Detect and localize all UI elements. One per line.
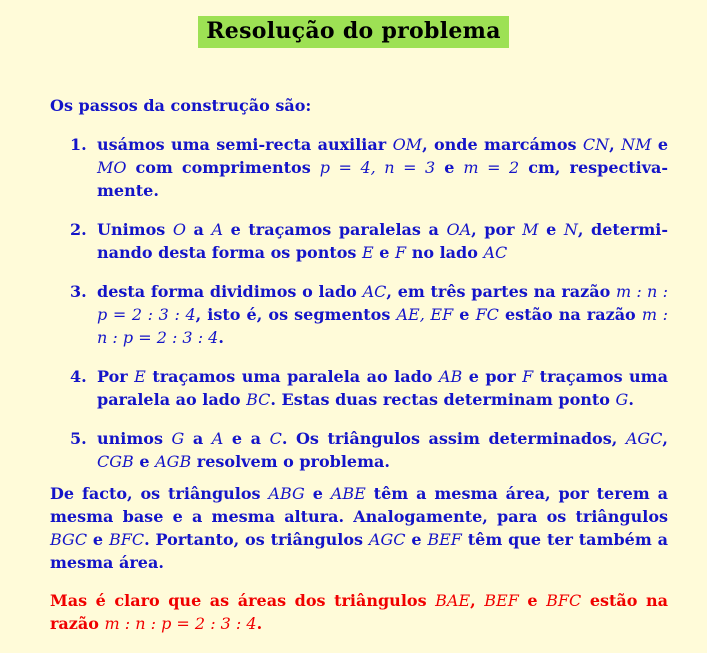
text-run: têm a mesma área, por terem a mesma base e a mesma altura. Analogamente, para os triângulos	[50, 484, 668, 526]
text-run: Unimos	[97, 220, 173, 239]
text-run: e a	[223, 429, 270, 448]
text-run: e	[133, 452, 156, 471]
math-expression: E	[134, 367, 146, 386]
text-run: desta forma dividimos o lado	[97, 282, 363, 301]
text-run: , onde marcámos	[422, 135, 583, 154]
text-run: e	[651, 135, 669, 154]
step-text	[97, 133, 668, 202]
text-run: Mas é claro que as áreas dos triângulos	[50, 591, 436, 610]
math-expression: AGC	[368, 530, 406, 549]
math-expression: CGB	[97, 452, 134, 471]
conclusion-paragraph	[50, 589, 668, 635]
construction-step	[70, 133, 668, 202]
math-expression: BEF	[427, 530, 462, 549]
math-expression: FC	[475, 305, 499, 324]
construction-step	[70, 365, 668, 411]
text-run: traçamos uma paralela ao lado	[97, 367, 668, 409]
math-expression: BEF	[484, 591, 519, 610]
math-expression: m : n : p = 2 : 3 : 4	[97, 305, 669, 347]
explanation-paragraph	[50, 482, 668, 574]
math-expression: F	[522, 367, 534, 386]
step-number: 5.	[70, 429, 87, 448]
math-expression: m : n : p = 2 : 3 : 4	[104, 614, 257, 633]
text-run: Por	[97, 367, 135, 386]
math-expression: AB	[438, 367, 463, 386]
step-text	[97, 280, 668, 349]
construction-step	[70, 427, 668, 473]
math-expression: p = 4, n = 3	[319, 158, 436, 177]
text-run: cm, respectivamente.	[97, 158, 669, 200]
text-run: e por	[462, 367, 523, 386]
text-run: e	[304, 484, 331, 503]
text-run: ,	[609, 135, 622, 154]
step-text	[97, 427, 668, 473]
text-run: . Portanto, os triângulos	[144, 530, 369, 549]
math-expression: AE, EF	[396, 305, 454, 324]
text-run: .	[218, 328, 224, 347]
math-expression: C	[269, 429, 282, 448]
text-run: e	[538, 220, 564, 239]
text-run: e	[373, 243, 396, 262]
text-run: , determinando desta forma os pontos	[97, 220, 669, 262]
text-run: resolvem o problema.	[191, 452, 390, 471]
math-expression: MO	[97, 158, 127, 177]
math-expression: BFC	[108, 530, 145, 549]
math-expression: AGB	[155, 452, 192, 471]
math-expression: G	[615, 390, 629, 409]
math-expression: BGC	[50, 530, 88, 549]
math-expression: BFC	[546, 591, 582, 610]
math-expression: OA	[446, 220, 472, 239]
text-run: e	[87, 530, 109, 549]
math-expression: A	[211, 220, 224, 239]
math-expression: AGC	[625, 429, 663, 448]
text-run: e	[435, 158, 464, 177]
page-title: Resolução do problema	[198, 16, 509, 48]
text-run: e	[405, 530, 428, 549]
math-expression: O	[172, 220, 186, 239]
text-run: unimos	[97, 429, 172, 448]
text-run: usámos uma semi-recta auxiliar	[97, 135, 393, 154]
math-expression: BAE	[435, 591, 471, 610]
text-run: estão na razão	[498, 305, 642, 324]
construction-step	[70, 218, 668, 264]
text-run: , por	[471, 220, 523, 239]
math-expression: G	[171, 429, 185, 448]
step-number: 3.	[70, 282, 87, 301]
intro-text: Os passos da construção são:	[50, 96, 312, 115]
text-run: , isto é, os segmentos	[195, 305, 397, 324]
step-text	[97, 218, 668, 264]
text-run: com comprimentos	[126, 158, 320, 177]
text-run: traçamos uma paralela ao lado	[145, 367, 439, 386]
text-run: têm que ter também a mesma área.	[50, 530, 668, 572]
text-run: , em três partes na razão	[386, 282, 616, 301]
title-container	[0, 16, 707, 48]
math-expression: E	[362, 243, 374, 262]
math-expression: AC	[362, 282, 387, 301]
math-expression: ABE	[330, 484, 366, 503]
text-run: e	[453, 305, 476, 324]
math-expression: M	[522, 220, 539, 239]
text-run: . Estas duas rectas determinam ponto	[270, 390, 616, 409]
math-expression: m : n : p = 2 : 3 : 4	[97, 282, 668, 324]
text-run: estão na razão	[50, 591, 668, 633]
text-run: e	[518, 591, 547, 610]
math-expression: m = 2	[463, 158, 520, 177]
math-expression: F	[395, 243, 407, 262]
math-expression: NM	[621, 135, 652, 154]
math-expression: BC	[246, 390, 271, 409]
step-number: 4.	[70, 367, 87, 386]
text-run: De facto, os triângulos	[50, 484, 269, 503]
text-run: . Os triângulos assim determinados,	[281, 429, 626, 448]
math-expression: OM	[392, 135, 423, 154]
math-expression: N	[563, 220, 578, 239]
construction-steps-list	[70, 133, 668, 489]
text-run: a	[185, 220, 212, 239]
math-expression: ABG	[268, 484, 305, 503]
text-run: .	[628, 390, 634, 409]
step-text	[97, 365, 668, 411]
text-run: no lado	[406, 243, 484, 262]
step-number: 2.	[70, 220, 87, 239]
math-expression: CN	[582, 135, 610, 154]
text-run: ,	[470, 591, 485, 610]
text-run: a	[184, 429, 212, 448]
text-run: ,	[662, 429, 668, 448]
math-expression: A	[211, 429, 224, 448]
text-run: e traçamos paralelas a	[223, 220, 447, 239]
text-run: .	[256, 614, 263, 633]
step-number: 1.	[70, 135, 87, 154]
construction-step	[70, 280, 668, 349]
math-expression: AC	[483, 243, 508, 262]
